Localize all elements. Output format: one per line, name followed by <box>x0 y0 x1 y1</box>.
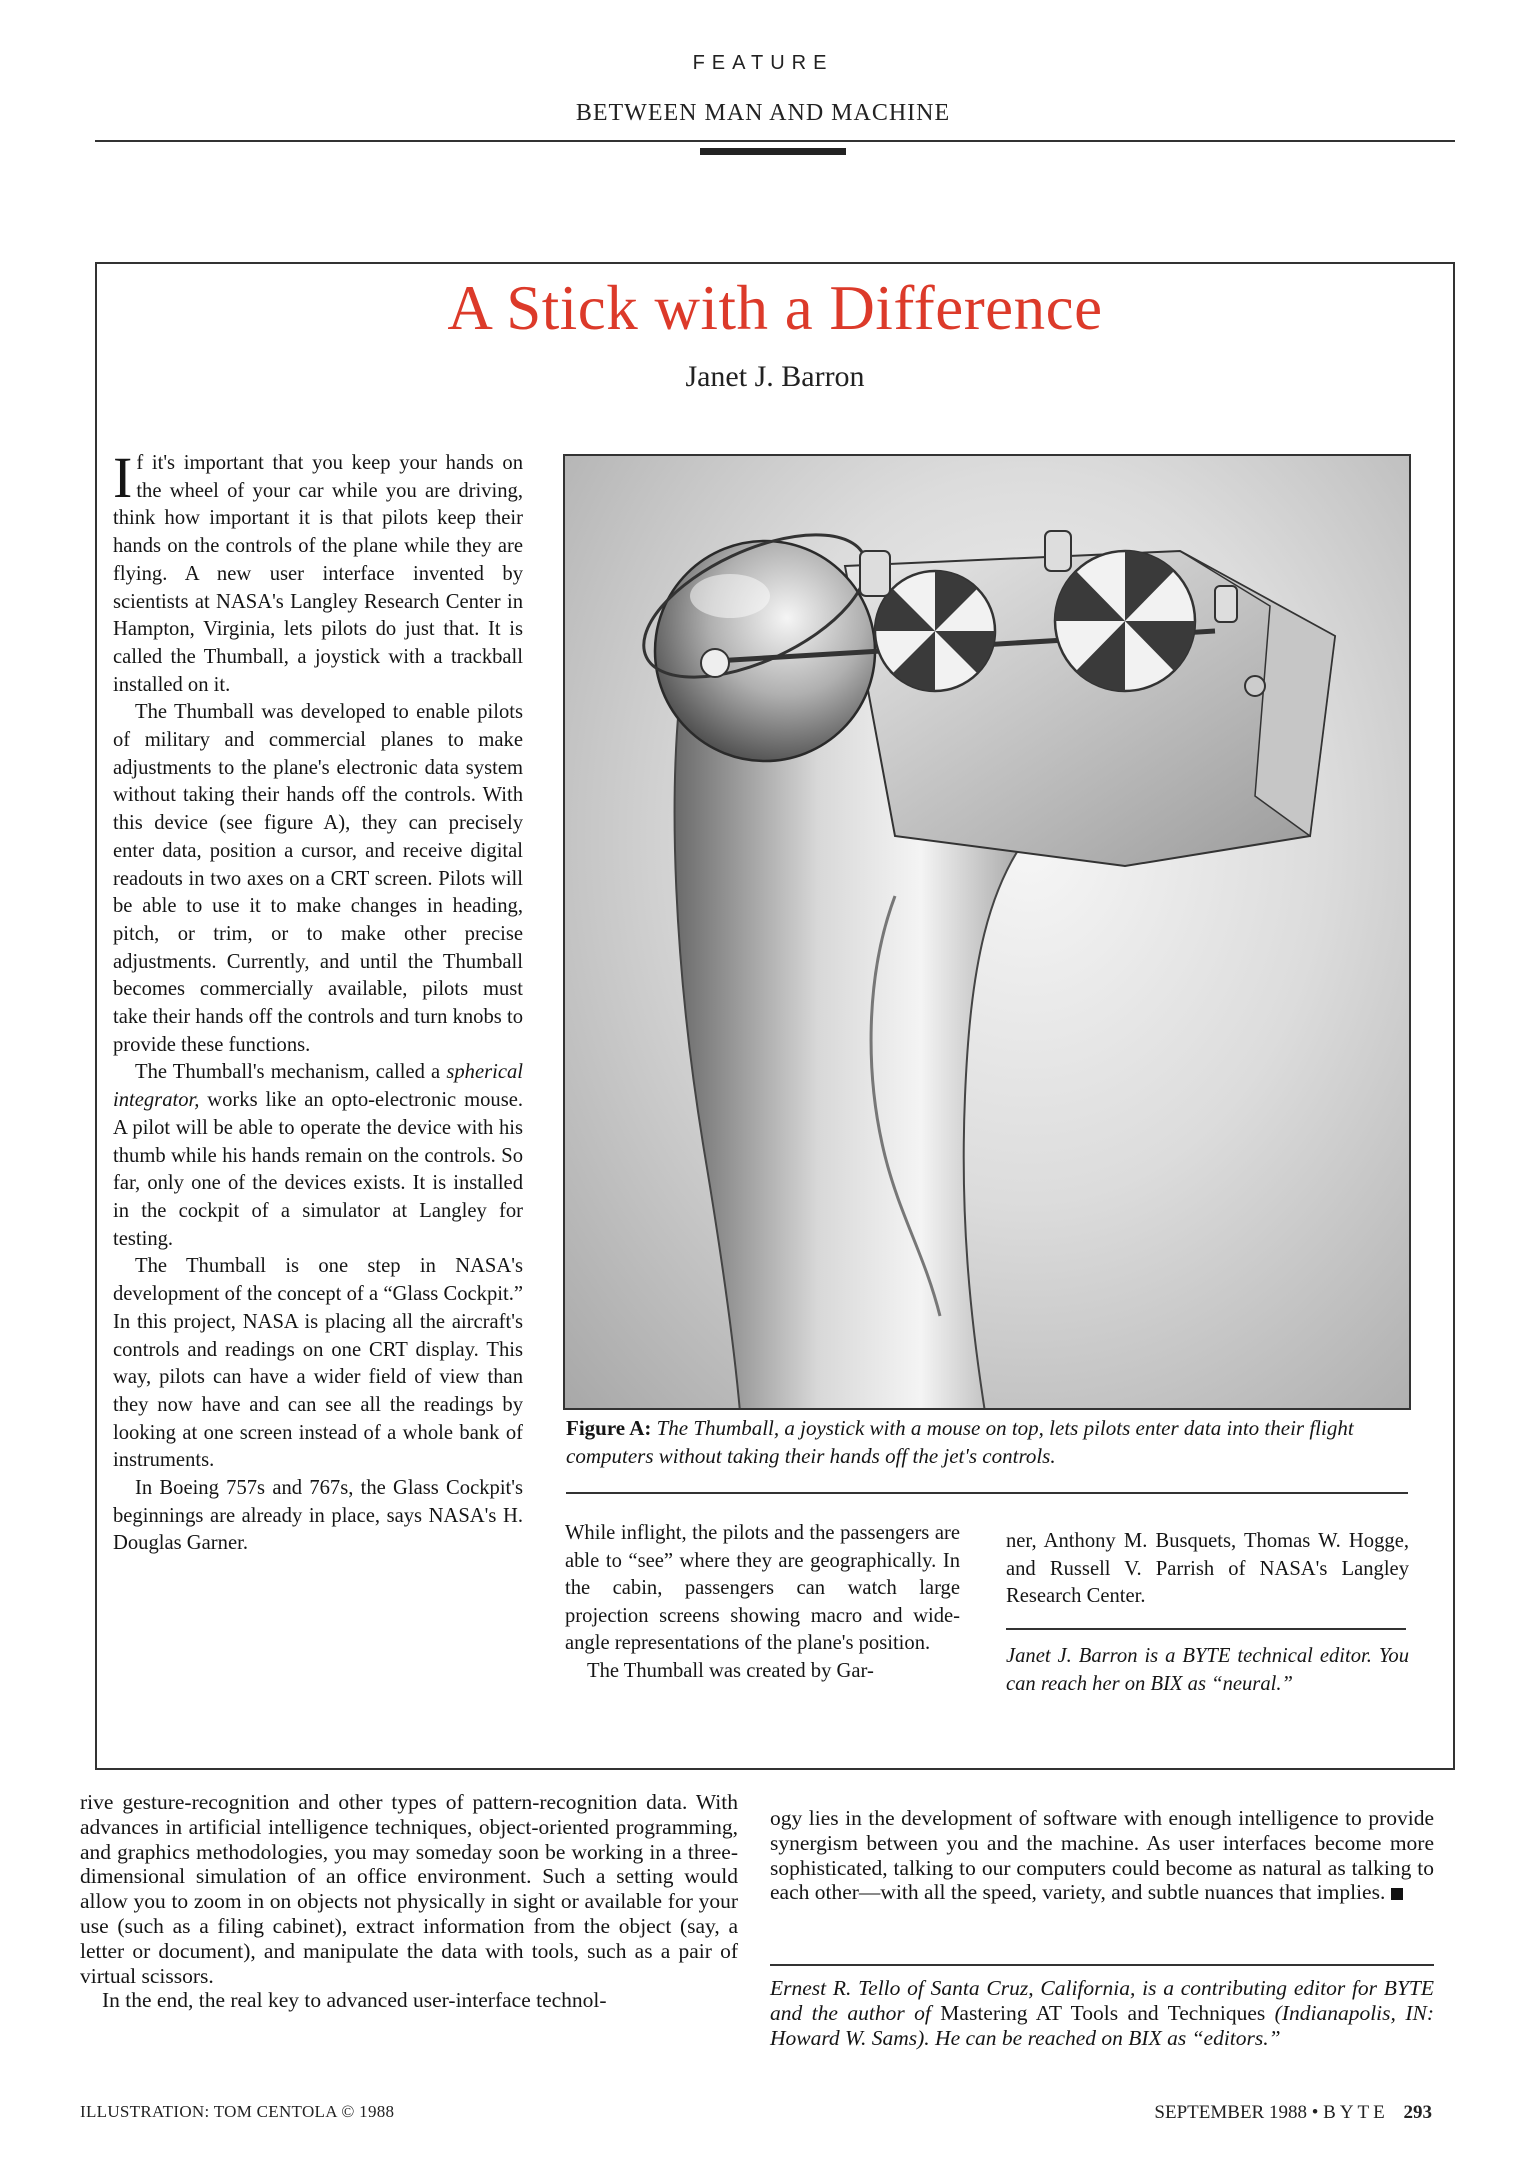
paragraph: The Thumball is one step in NASA's development of the concept of a “Glass Cockpit.” In this project, NASA is placing all the aircraft's controls and readings on one CRT display. This way, pilots can have a wider field of view than they now have and can see all the readings by looking at one screen instead of a whole bank of instruments. <box>113 1255 523 1472</box>
article-right-column <box>770 1806 1434 1905</box>
sidebar-title: A Stick with a Difference <box>447 273 1103 343</box>
paragraph: In the end, the real key to advanced user-interface technol- <box>102 1988 607 2013</box>
sensor-component <box>1245 676 1265 696</box>
article-left-column <box>80 1790 738 2013</box>
magazine-name: BYTE <box>1323 2102 1389 2123</box>
figure-label: Figure A: <box>566 1416 652 1440</box>
header-rule <box>95 140 1455 142</box>
sidebar-middle-column <box>565 1520 960 1685</box>
emphasis-term: spherical integrator, <box>113 1061 523 1112</box>
paragraph: rive gesture-recognition and other types of pattern-recognition data. With advances in artificial intelligence techniques, object-oriented programming, and graphics methodologies, you may someday soon be working in a three-dimensional simulation of an office environment. Such a setting would allow you to zoom in on objects not physically in sight or available for your use (such as a filing cabinet), extract information from the object (say, a letter or document), and manipulate the data with tools, such as a pair of virtual scissors. <box>80 1790 738 1988</box>
figure-caption-text: The Thumball, a joystick with a mouse on top, lets pilots enter data into their flight computers without taking their hands off the jet's controls. <box>566 1416 1354 1468</box>
issue-date: SEPTEMBER 1988 <box>1154 2102 1307 2123</box>
end-of-article-mark <box>1391 1888 1403 1900</box>
sensor-component <box>860 551 890 596</box>
section-title: BETWEEN MAN AND MACHINE <box>575 100 951 126</box>
paragraph: ner, Anthony M. Busquets, Thomas W. Hogge, and Russell V. Parrish of NASA's Langley Research Center. <box>1006 1530 1409 1607</box>
page-folio <box>1000 2102 1432 2124</box>
trackball-highlight <box>690 574 770 618</box>
figure-caption <box>566 1414 1416 1470</box>
sensor-component <box>1045 531 1071 571</box>
paragraph <box>113 1059 523 1253</box>
bio-rule <box>1006 1628 1406 1630</box>
paragraph: The Thumball was developed to enable pilots of military and commercial planes to make adjustments to the plane's electronic data system without taking their hands off the controls. With this device (see figure A), they can precisely enter data, position a cursor, and receive digital readouts in two axes on a CRT screen. Pilots will be able to use it to make changes in heading, pitch, or trim, or to make other precise adjustments. Currently, and until the Thumball becomes commercially available, pilots must take their hands off the controls and turn knobs to provide these functions. <box>113 701 523 1056</box>
caption-rule <box>566 1492 1408 1494</box>
paragraph <box>770 1806 1434 1905</box>
author-bio <box>770 1976 1434 2051</box>
sidebar-author-bio <box>1006 1642 1409 1698</box>
sidebar-left-column <box>113 445 523 1558</box>
article-author-bio <box>770 1976 1434 2051</box>
text-run: (Indianapolis, IN: Howard W. Sams). He can be reached on BIX as “editors.” <box>770 2001 1434 2050</box>
paragraph: The Thumball was created by Gar- <box>587 1659 874 1682</box>
author-bio-text: Janet J. Barron is a BYTE technical editor. You can reach her on BIX as “neural.” <box>1006 1645 1409 1695</box>
paragraph-text: ogy lies in the development of software with enough intelligence to provide synergism between you and the machine. As user interfaces become more sophisticated, talking to our computers could become as natural as talking to each other—with all the speed, variety, and subtle nuances that implies. <box>770 1806 1434 1905</box>
sensor-component <box>1215 586 1237 622</box>
feature-kicker: FEATURE <box>692 52 834 74</box>
paragraph <box>113 445 523 699</box>
figure-illustration <box>563 454 1411 1410</box>
header-accent-bar <box>700 148 846 155</box>
folio-bullet: • <box>1311 2102 1319 2123</box>
book-title: Mastering AT Tools and Techniques <box>940 2001 1266 2025</box>
paragraph-text: f it's important that you keep your hands on the wheel of your car while you are driving, think how important it is that pilots keep their hands on the controls of the plane while they are flying. A new user interface invented by scientists at NASA's Langley Research Center in Hampton, Virginia, lets pilots do just that. It is called the Thumball, a joystick with a trackball installed on it. <box>113 452 523 696</box>
thumball-joystick-illustration <box>565 456 1411 1410</box>
drop-cap: I <box>113 445 133 510</box>
page-number: 293 <box>1403 2102 1432 2123</box>
illustration-credit: ILLUSTRATION: TOM CENTOLA © 1988 <box>80 2102 395 2121</box>
sidebar-byline: Janet J. Barron <box>685 360 865 393</box>
sidebar-right-column <box>1006 1528 1409 1611</box>
text-run: works like an opto-electronic mouse. A pilot will be able to operate the device with his thumb while his hands remain on the controls. So far, only one of the devices exists. It is installed in the cockpit of a simulator at Langley for testing. <box>113 1089 523 1250</box>
shaft-end-cap <box>701 649 729 677</box>
paragraph: While inflight, the pilots and the passengers are able to “see” where they are geographically. In the cabin, passengers can watch large projection screens showing macro and wide-angle representations of the plane's position. <box>565 1522 960 1654</box>
text-run: Ernest R. Tello of Santa Cruz, California, is a contributing editor for BYTE and the author of <box>770 1976 1434 2025</box>
bio-rule <box>770 1964 1434 1966</box>
text-run: The Thumball's mechanism, called a <box>135 1061 447 1084</box>
paragraph: In Boeing 757s and 767s, the Glass Cockpit's beginnings are already in place, says NASA's H. Douglas Garner. <box>113 1477 523 1555</box>
